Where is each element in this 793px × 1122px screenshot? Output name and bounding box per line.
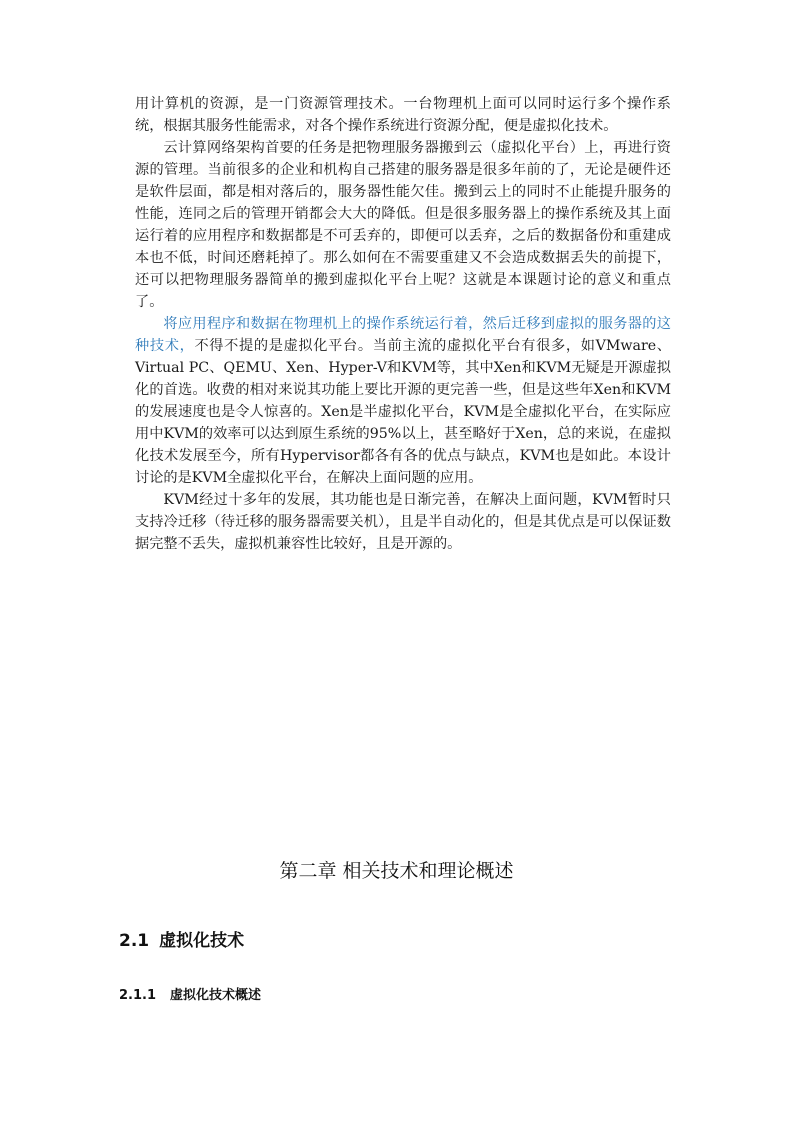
body-text: [135, 93, 671, 555]
section-heading: [119, 928, 244, 954]
paragraph-cloud-migration: 云计算网络架构首要的任务是把物理服务器搬到云（虚拟化平台）上，再进行资源的管理。当前很多的企业和机构自己搭建的服务器是很多年前的了，无论是硬件还是软件层面，都是相对落后的，服务器性能欠佳。搬到云上的同时不止能提升服务的性能，连同之后的管理开销都会大大的降低。但是很多服务器上的操作系统及其上面运行着的应用程序和数据都是不可丢弃的，即便可以丢弃，之后的数据备份和重建成本也不低，时间还磨耗掉了。那么如何在不需要重建又不会造成数据丢失的前提下，还可以把物理服务器简单的搬到虚拟化平台上呢？这就是本课题讨论的意义和重点了。: [135, 140, 671, 310]
subsection-heading: [119, 985, 261, 1007]
highlighted-text-link[interactable]: 将应用程序和数据在物理机上的操作系统运行着，然后迁移到虚拟的服务器的这种技术，: [135, 316, 671, 354]
paragraph-text: 不得不提的是虚拟化平台。当前主流的虚拟化平台有很多，如VMware、Virtual PC、QEMU、Xen、Hyper-V和KVM等，其中Xen和KVM无疑是开源虚拟化的首选。收费的相对来说其功能上要比开源的更完善一些，但是这些年Xen和KVM的发展速度也是令人惊喜的。Xen是半虚拟化平台，KVM是全虚拟化平台，在实际应用中KVM的效率可以达到原生系统的95%以上，甚至略好于Xen，总的来说，在虚拟化技术发展至今，所有Hypervisor都各有各的优点与缺点，KVM也是如此。本设计讨论的是KVM全虚拟化平台，在解决上面问题的应用。: [135, 338, 671, 486]
chapter-title: 第二章 相关技术和理论概述: [279, 860, 514, 882]
section-title: 虚拟化技术: [159, 931, 245, 951]
paragraph-continued: 用计算机的资源，是一门资源管理技术。一台物理机上面可以同时运行多个操作系统，根据其服务性能需求，对各个操作系统进行资源分配，便是虚拟化技术。: [135, 96, 671, 134]
section-number: 2.1: [119, 931, 150, 951]
subsection-number: 2.1.1: [119, 988, 157, 1003]
paragraph-kvm-development: KVM经过十多年的发展，其功能也是日渐完善，在解决上面问题，KVM暂时只支持冷迁移（待迁移的服务器需要关机），且是半自动化的，但是其优点是可以保证数据完整不丢失，虚拟机兼容性比较好，且是开源的。: [135, 492, 671, 552]
subsection-title: 虚拟化技术概述: [170, 988, 262, 1003]
paragraph-virtualization-platforms: [135, 313, 671, 489]
